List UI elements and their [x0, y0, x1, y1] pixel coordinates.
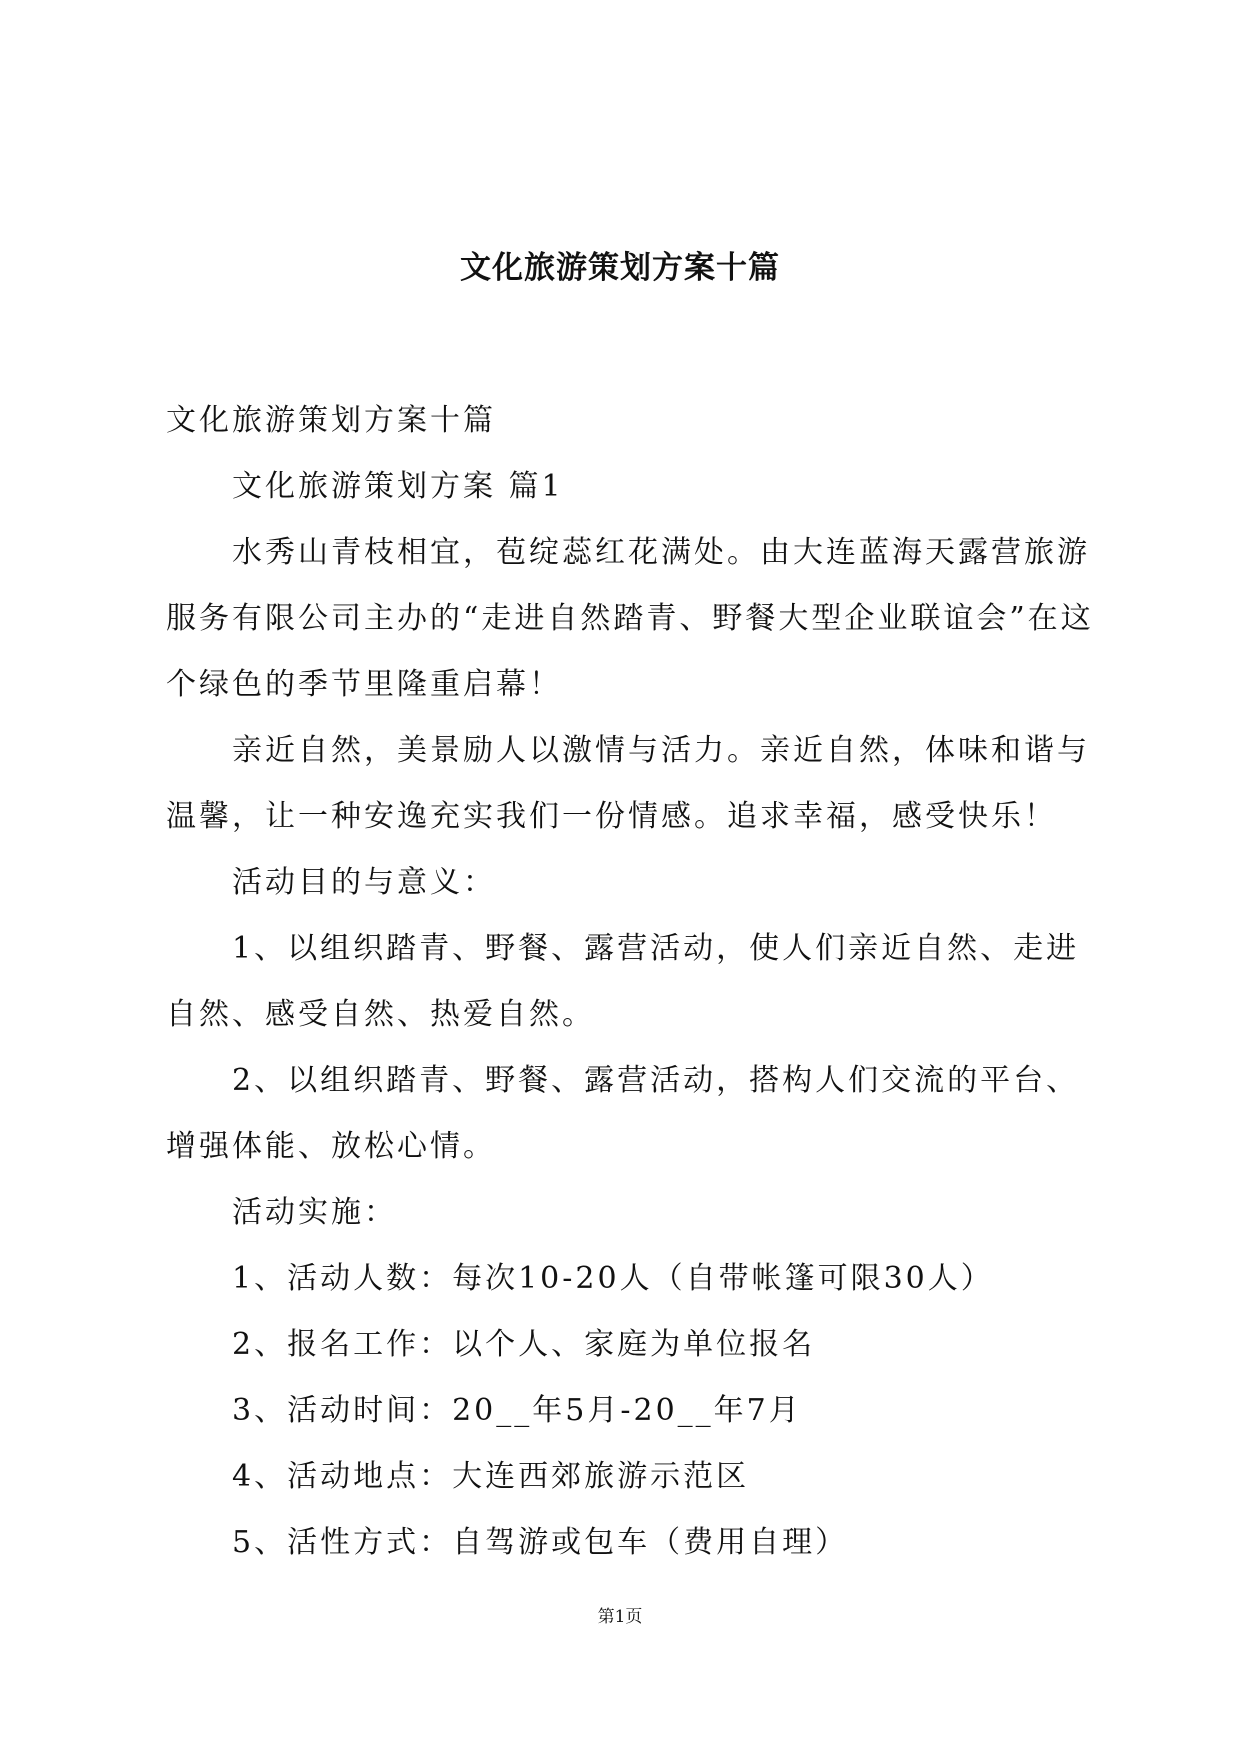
- paragraph-heading: 文化旅游策划方案十篇: [166, 403, 496, 438]
- paragraph-item-1: 1、活动人数：每次10-20人（自带帐篷可限30人）: [232, 1261, 994, 1296]
- paragraph-intro: 水秀山青枝相宜，苞绽蕊红花满处。由大连蓝海天露营旅游服务有限公司主办的“走进自然踏青、野餐大型企业联谊会”在这个绿色的季节里隆重启幕！: [166, 535, 1094, 702]
- document-body: [166, 388, 1096, 1576]
- page-number: 第1页: [597, 1607, 643, 1627]
- paragraph-item-3: 3、活动时间：20__年5月-20__年7月: [232, 1393, 802, 1428]
- document-title: 文化旅游策划方案十篇: [460, 250, 780, 286]
- paragraph-item-4: 4、活动地点：大连西郊旅游示范区: [232, 1459, 750, 1494]
- paragraph-purpose-1: 1、以组织踏青、野餐、露营活动，使人们亲近自然、走进自然、感受自然、热爱自然。: [166, 931, 1080, 1032]
- paragraph-item-5: 5、活性方式：自驾游或包车（费用自理）: [232, 1525, 849, 1560]
- paragraph-purpose-2: 2、以组织踏青、野餐、露营活动，搭构人们交流的平台、增强体能、放松心情。: [166, 1063, 1080, 1164]
- paragraph-item-2: 2、报名工作：以个人、家庭为单位报名: [232, 1327, 816, 1362]
- paragraph-subheading: 文化旅游策划方案 篇1: [232, 469, 564, 504]
- paragraph-nature: 亲近自然，美景励人以激情与活力。亲近自然，体味和谐与温馨，让一种安逸充实我们一份情感。追求幸福，感受快乐！: [166, 733, 1090, 834]
- paragraph-purpose-heading: 活动目的与意义：: [232, 865, 496, 900]
- paragraph-implementation-heading: 活动实施：: [232, 1195, 397, 1230]
